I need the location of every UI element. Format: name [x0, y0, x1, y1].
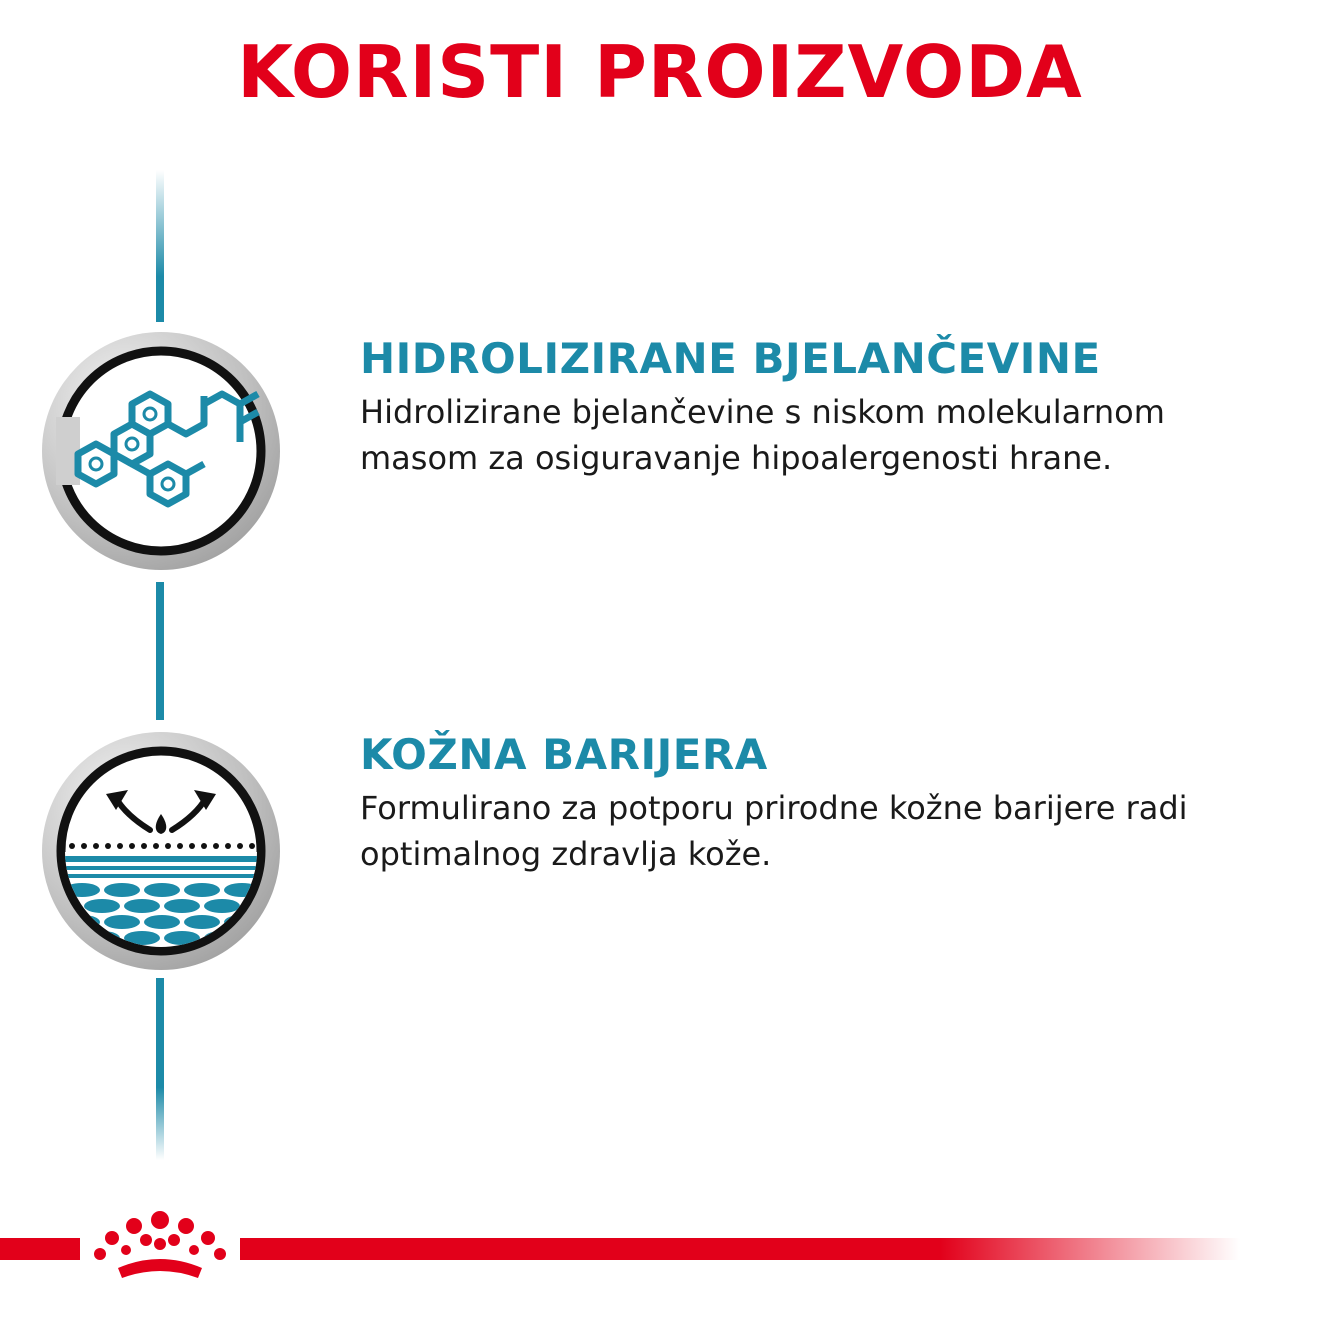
page-title: KORISTI PROIZVODA	[237, 30, 1083, 114]
benefit-heading: KOŽNA BARIJERA	[360, 730, 768, 779]
benefit-description-line: optimalnog zdravlja kože.	[360, 835, 772, 873]
benefit-description-line: Formulirano za potporu prirodne kožne barijere radi	[360, 789, 1188, 827]
molecule-badge	[42, 332, 280, 570]
molecule-icon	[42, 332, 280, 570]
timeline-line-bottom	[156, 978, 164, 1160]
timeline-line-middle	[156, 582, 164, 720]
footer-red-line-left	[0, 1238, 80, 1260]
timeline-line-top	[156, 170, 164, 322]
footer-red-line-right	[240, 1238, 1240, 1260]
benefit-hydrolyzed-protein	[360, 334, 1300, 481]
benefit-description	[360, 785, 1300, 877]
skin-barrier-icon	[42, 732, 280, 970]
benefit-heading: HIDROLIZIRANE BJELANČEVINE	[360, 334, 1101, 383]
skin-barrier-badge	[42, 732, 280, 970]
benefit-description-line: Hidrolizirane bjelančevine s niskom molekularnom	[360, 393, 1165, 431]
benefit-description-line: masom za osiguravanje hipoalergenosti hrane.	[360, 439, 1113, 477]
benefit-skin-barrier	[360, 730, 1300, 877]
benefit-description	[360, 389, 1300, 481]
royal-canin-crown-icon	[88, 1206, 232, 1286]
